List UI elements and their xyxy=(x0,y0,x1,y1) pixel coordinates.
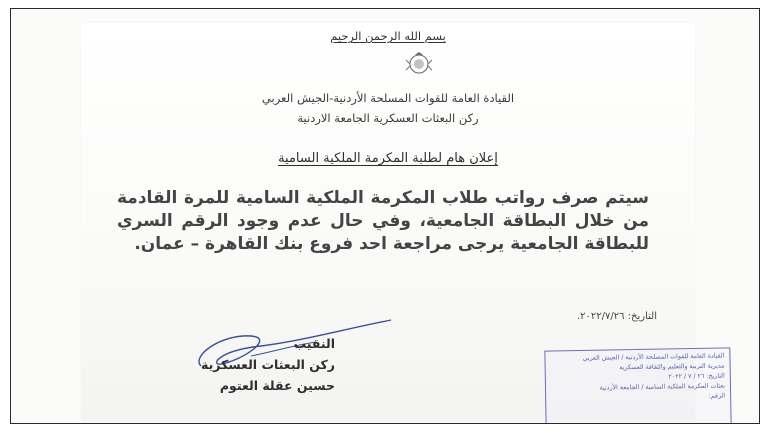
document-frame xyxy=(10,8,760,424)
basmala xyxy=(81,29,695,43)
date-line: التاريخ: ٢٠٢٢/٧/٢٦. xyxy=(576,311,657,322)
stamp-line-3: التاريخ: ٢٦ / ٧ / ٢٠٢٢ xyxy=(668,372,725,381)
stamp-line-1: القيادة العامة للقوات المسلحة الأردنية / الجيش العربي xyxy=(582,352,725,362)
signatory-unit: ركن البعثات العسكرية xyxy=(201,357,335,372)
army-emblem-icon xyxy=(405,51,433,75)
basmala-text: بسم الله الرحمن الرحيم xyxy=(330,29,446,43)
signatory-name: حسين عقلة العتوم xyxy=(219,378,335,393)
stamp-line-4: بعثات المكرمة الملكية السامية / الجامعة الأردنية xyxy=(599,382,726,392)
stamp-line-2: مديرية التربية والتعليم والثقافة العسكرية xyxy=(619,362,725,372)
header-line-1: القيادة العامة للقوات المسلحة الأردنية-الجيش العربي xyxy=(261,91,515,105)
stamp-line-5: الرقم: xyxy=(708,392,726,400)
official-stamp xyxy=(544,347,731,424)
signature-block xyxy=(135,333,335,396)
notice-title xyxy=(81,151,695,166)
notice-title-text: إعلان هام لطلبة المكرمة الملكية السامية xyxy=(278,151,498,166)
signatory-rank: النقيب xyxy=(293,336,335,351)
header-line-2: ركن البعثات العسكرية الجامعة الاردنية xyxy=(297,111,479,125)
notice-body: سيتم صرف رواتب طلاب المكرمة الملكية السامية للمرة القادمة من خلال البطاقة الجامعية، وفي حال عدم وجود الرقم السري للبطاقة الجامعية يرجى مراجعة احد فروع بنك القاهرة – عمان. xyxy=(117,188,649,254)
